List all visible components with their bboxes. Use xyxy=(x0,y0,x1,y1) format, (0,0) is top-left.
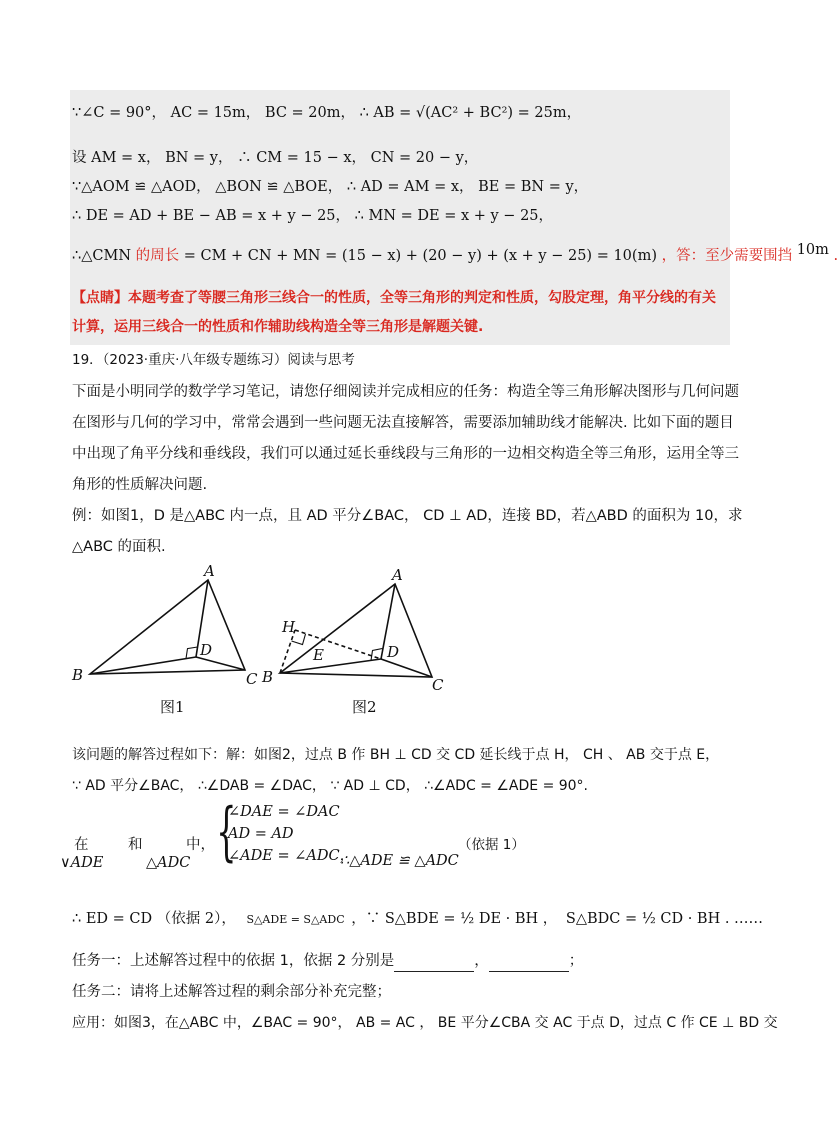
example-line-2: △ABC 的面积. xyxy=(72,539,166,555)
fig2-label-d: D xyxy=(387,643,400,661)
task-1 xyxy=(72,950,583,972)
process-line-2: ∵ AD 平分∠BAC， ∴∠DAB = ∠DAC， ∵ AD ⊥ CD， ∴∠ADC = ∠ADE = 90°. xyxy=(72,778,589,794)
solution-line-5-a: ∴△CMN xyxy=(72,248,132,264)
system-brace: { xyxy=(216,795,237,869)
example-line-1: 例：如图1，D 是△ABC 内一点，且 AD 平分∠BAC， CD ⊥ AD，连接 BD，若△ABD 的面积为 10，求 xyxy=(72,508,743,524)
system-eq-1: ∠DAE = ∠DAC xyxy=(228,804,340,820)
task-1-end: ； xyxy=(568,953,584,969)
solution-line-4: ∴ DE = AD + BE − AB = x + y − 25， ∴ MN = DE = x + y − 25， xyxy=(72,208,554,224)
process-tri-adc: △ADC xyxy=(146,855,191,871)
figures xyxy=(0,560,800,740)
process-area-line xyxy=(72,908,763,931)
fig2-segment-cd xyxy=(381,659,432,677)
figure-1 xyxy=(90,580,245,674)
process-zai: 在 xyxy=(74,837,89,853)
solution-line-5-e: 10m xyxy=(796,242,829,258)
fig1-label-a: A xyxy=(204,562,215,580)
system-eq-3: ∠ADE = ∠ADC， xyxy=(228,848,355,864)
task-1-sep: ， xyxy=(474,953,489,969)
figure-2 xyxy=(280,584,432,677)
process-congruence: ∴△ADE ≌ △ADC xyxy=(340,853,459,869)
fig2-label-a: A xyxy=(392,566,403,584)
area-bdc: S△BDC = ½ CD · BH . …… xyxy=(565,911,764,927)
area-ed-cd: ∴ ED = CD （依据 2）， xyxy=(72,911,236,927)
area-bde: ，∵ S△BDE = ½ DE · BH ， xyxy=(351,911,558,927)
fig2-label-e: E xyxy=(313,646,324,664)
solution-line-5-b: 的周长 xyxy=(135,248,180,264)
problem-p4: 角形的性质解决问题. xyxy=(72,477,208,493)
process-tri-ade: ∨ADE xyxy=(60,855,104,871)
process-he: 和 xyxy=(128,837,143,853)
comment-line-1 xyxy=(72,287,716,309)
system-equations xyxy=(228,801,354,867)
process-basis-1: （依据 1） xyxy=(458,837,525,853)
solution-line-2: 设 AM = x， BN = y， ∴ CM = 15 − x， CN = 20 − y， xyxy=(72,150,479,166)
fig2-segment-hd xyxy=(295,630,381,659)
task-1-blank-2[interactable] xyxy=(489,957,569,972)
problem-p3: 中出现了角平分线和垂线段，我们可以通过延长垂线段与三角形的一边相交构造全等三角形，运用全等三 xyxy=(72,446,739,462)
solution-line-3: ∵△AOM ≌ △AOD， △BON ≌ △BOE， ∴ AD = AM = x， BE = BN = y， xyxy=(72,179,589,195)
fig2-label-h: H xyxy=(282,618,296,636)
problem-p2: 在图形与几何的学习中，常常会遇到一些问题无法直接解答，需要添加辅助线才能解决. 比如下面的题目 xyxy=(72,415,734,431)
comment-line-2: 计算，运用三线合一的性质和作辅助线构造全等三角形是解题关键. xyxy=(72,319,484,335)
application-line: 应用：如图3，在△ABC 中，∠BAC = 90°， AB = AC ， BE 平分∠CBA 交 AC 于点 D，过点 C 作 CE ⊥ BD 交 xyxy=(72,1015,778,1031)
fig2-caption: 图2 xyxy=(352,698,377,716)
fig1-label-d: D xyxy=(200,641,213,659)
fig1-triangle-abc xyxy=(90,580,245,674)
task-1-text: 任务一：上述解答过程中的依据 1，依据 2 分别是 xyxy=(72,953,395,969)
fig1-label-b: B xyxy=(72,666,84,684)
process-zhong: 中， xyxy=(186,837,215,853)
solution-line-5-f: . xyxy=(833,248,838,264)
fig2-label-c: C xyxy=(432,676,444,694)
task-2: 任务二：请将上述解答过程的剩余部分补充完整； xyxy=(72,984,391,1000)
system-eq-2: AD = AD xyxy=(228,826,294,842)
fig1-caption: 图1 xyxy=(160,698,185,716)
area-ade-adc: S△ADE = S△ADC xyxy=(246,913,345,926)
fig2-label-b: B xyxy=(262,668,274,686)
process-line-1: 该问题的解答过程如下：解：如图2，过点 B 作 BH ⊥ CD 交 CD 延长线于点 H， CH 、 AB 交于点 E， xyxy=(72,747,720,763)
solution-line-5-d: ，答：至少需要围挡 xyxy=(661,248,793,264)
comment-text-1: 本题考查了等腰三角形三线合一的性质，全等三角形的判定和性质，勾股定理，角平分线的有关 xyxy=(128,290,716,306)
problem-p1: 下面是小明同学的数学学习笔记，请您仔细阅读并完成相应的任务：构造全等三角形解决图形与几何问题 xyxy=(72,384,739,400)
solution-line-1: ∵∠C = 90°， AC = 15m， BC = 20m， ∴ AB = √(AC² + BC²) = 25m， xyxy=(72,105,582,121)
comment-tag: 【点睛】 xyxy=(72,290,128,306)
fig1-label-c: C xyxy=(246,670,258,688)
task-1-blank-1[interactable] xyxy=(394,957,474,972)
problem-header: 19．（2023·重庆·八年级专题练习）阅读与思考 xyxy=(72,352,355,368)
solution-line-5-c: = CM + CN + MN = (15 − x) + (20 − y) + (x + y − 25) = 10(m) xyxy=(183,248,657,264)
solution-line-5 xyxy=(72,242,838,267)
